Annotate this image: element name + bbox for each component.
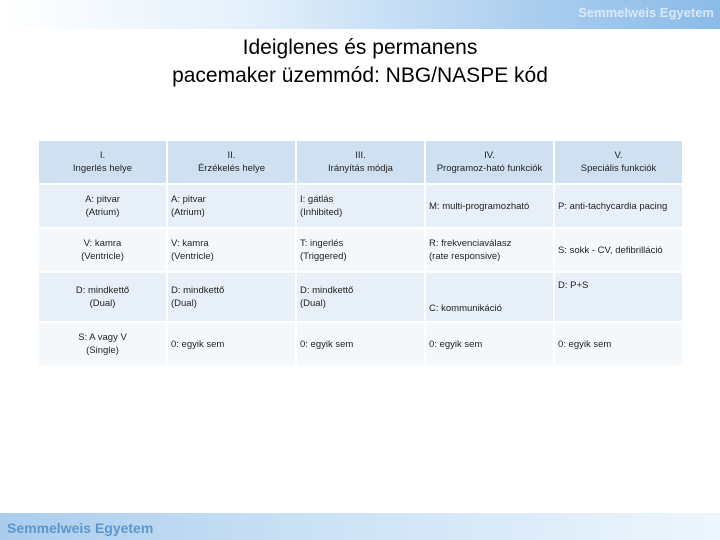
pacemaker-code-table <box>37 139 684 367</box>
cell-text: D: mindkettő <box>171 285 225 296</box>
column-header <box>297 141 424 183</box>
table-cell <box>297 185 424 227</box>
slide-title-line-1: Ideiglenes és permanens <box>242 36 478 59</box>
cell-text: D: P+S <box>558 280 589 291</box>
cell-text: P: anti-tachycardia pacing <box>558 200 668 212</box>
column-header-number: III. <box>355 150 366 161</box>
column-header-label: Érzékelés helye <box>197 163 266 174</box>
cell-text: I: gátlás <box>300 194 334 205</box>
column-header-number: I. <box>99 150 106 161</box>
column-header-label: Irányítás módja <box>328 163 393 174</box>
cell-text: 0: egyik sem <box>171 338 225 350</box>
table-row <box>39 323 682 365</box>
cell-text: V: kamra <box>171 238 209 249</box>
cell-text: S: A vagy V <box>78 332 127 343</box>
table-cell <box>168 323 295 365</box>
cell-text: D: mindkettő <box>300 285 354 296</box>
table-cell <box>168 185 295 227</box>
brand-logo-bottom: Semmelweis Egyetem <box>7 520 154 536</box>
cell-text: D: mindkettő <box>75 285 130 296</box>
cell-subtext: (Dual) <box>300 298 326 309</box>
table-cell <box>297 323 424 365</box>
cell-text: 0: egyik sem <box>300 338 354 350</box>
column-header <box>426 141 553 183</box>
table-cell <box>39 273 166 321</box>
table-row <box>39 185 682 227</box>
column-header-label: Programoz-ható funkciók <box>436 163 543 174</box>
column-header <box>39 141 166 183</box>
slide-title <box>0 34 720 90</box>
column-header <box>168 141 295 183</box>
table-cell <box>297 273 424 321</box>
cell-text: V: kamra <box>83 238 122 249</box>
table-row <box>39 273 682 321</box>
table-cell <box>39 323 166 365</box>
table-cell <box>555 185 682 227</box>
table-cell <box>555 229 682 271</box>
cell-subtext: (Ventricle) <box>171 251 214 262</box>
column-header-label: Ingerlés helye <box>72 163 133 174</box>
table-cell <box>168 229 295 271</box>
table-cell <box>426 229 553 271</box>
footer-banner <box>0 513 720 540</box>
cell-text: 0: egyik sem <box>429 338 483 350</box>
table-header-row <box>39 141 682 183</box>
table-cell <box>39 229 166 271</box>
cell-subtext: (Single) <box>86 345 119 356</box>
cell-text: 0: egyik sem <box>558 338 612 350</box>
slide-title-line-2: pacemaker üzemmód: NBG/NASPE kód <box>172 64 548 87</box>
header-banner <box>0 0 720 29</box>
cell-text: A: pitvar <box>171 194 206 205</box>
cell-subtext: (rate responsive) <box>429 251 501 262</box>
cell-subtext: (Dual) <box>171 298 197 309</box>
cell-subtext: (Inhibited) <box>300 207 343 218</box>
cell-subtext: (Atrium) <box>85 207 120 218</box>
cell-text: T: ingerlés <box>300 238 344 249</box>
table-cell <box>426 273 553 321</box>
table-row <box>39 229 682 271</box>
column-header-number: IV. <box>484 150 495 161</box>
cell-text: C: kommunikáció <box>429 303 502 314</box>
table-cell <box>426 185 553 227</box>
column-header <box>555 141 682 183</box>
table-cell <box>297 229 424 271</box>
cell-subtext: (Atrium) <box>171 207 205 218</box>
cell-text: S: sokk - CV, defibrilláció <box>558 244 663 256</box>
brand-logo-top: Semmelweis Egyetem <box>578 5 714 20</box>
table-cell <box>555 273 682 321</box>
cell-subtext: (Triggered) <box>300 251 347 262</box>
table-cell <box>39 185 166 227</box>
column-header-number: V. <box>614 150 623 161</box>
table-cell <box>168 273 295 321</box>
cell-text: R: frekvenciaválasz <box>429 238 512 249</box>
column-header-label: Speciális funkciók <box>580 163 657 174</box>
cell-subtext: (Dual) <box>89 298 116 309</box>
column-header-number: II. <box>227 150 236 161</box>
table-cell <box>426 323 553 365</box>
table-cell <box>555 323 682 365</box>
cell-text: A: pitvar <box>85 194 120 205</box>
cell-subtext: (Ventricle) <box>81 251 124 262</box>
cell-text: M: multi-programozható <box>429 200 530 212</box>
